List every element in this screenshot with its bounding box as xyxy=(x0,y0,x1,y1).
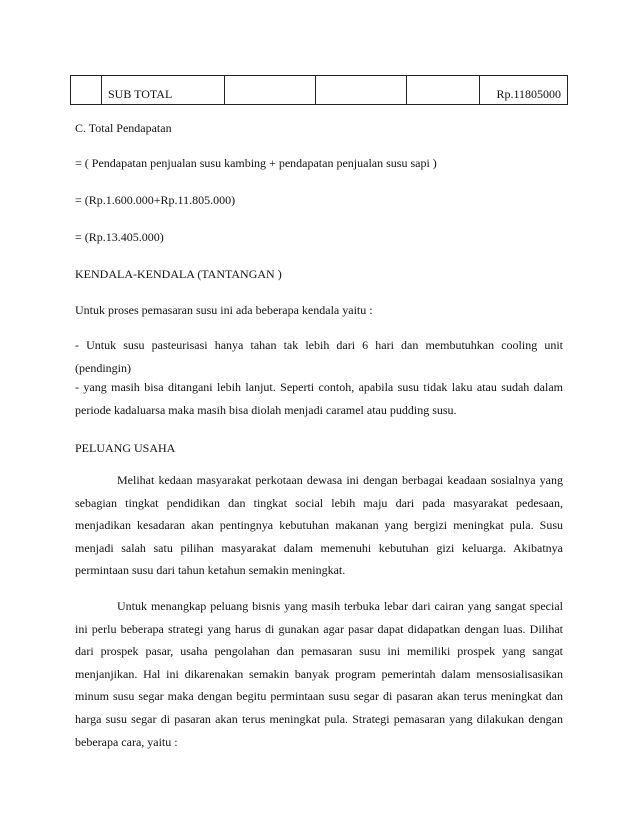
kendala-intro: Untuk proses pemasaran susu ini ada beberapa kendala yaitu : xyxy=(75,303,373,317)
table-cell-empty xyxy=(225,76,316,105)
table-cell-empty xyxy=(407,76,480,105)
peluang-paragraph-2: Untuk menangkap peluang bisnis yang masih terbuka lebar dari cairan yang sangat special ini perlu beberapa strategi yang harus di gunakan agar pasar dapat didapatkan dengan luas. Dilihat dari prospek pasar, usaha pengolahan dan pemasaran susu ini memiliki prospek yang sangat menjanjikan. Hal ini dikarenakan semakin banyak program pemerintah dalam mensosialisasikan minum susu segar maka dengan begitu permintaan susu segar di pasaran akan terus meningkat dan harga susu segar di pasaran akan terus meningkat pula. Strategi pemasaran yang dilakukan dengan beberapa cara, yaitu : xyxy=(75,599,563,749)
peluang-heading: PELUANG USAHA xyxy=(75,441,176,455)
kendala-point-2: - yang masih bisa ditangani lebih lanjut. Seperti contoh, apabila susu tidak laku atau sudah dalam periode kadaluarsa maka masih bisa diolah menjadi caramel atau pudding susu. xyxy=(75,380,563,417)
kendala-point-1: - Untuk susu pasteurisasi hanya tahan tak lebih dari 6 hari dan membutuhkan cooling unit (pendingin) xyxy=(75,338,563,375)
income-formula: = ( Pendapatan penjualan susu kambing + pendapatan penjualan susu sapi ) xyxy=(75,156,437,170)
table-row xyxy=(71,76,568,105)
section-c-heading: C. Total Pendapatan xyxy=(75,121,172,135)
subtotal-label-cell: SUB TOTAL xyxy=(102,76,225,105)
peluang-paragraph-1: Melihat kedaan masyarakat perkotaan dewasa ini dengan berbagai keadaan sosialnya yang sebagian tingkat pendidikan dan tingkat social lebih maju dari pada masyarakat pedesaan, menjadikan kesadaran akan pentingnya kebutuhan makanan yang bergizi meningkat pula. Susu menjadi salah satu pilihan masyarakat dalam memenuhi kebutuhan gizi keluarga. Akibatnya permintaan susu dari tahun ketahun semakin meningkat. xyxy=(75,473,563,578)
subtotal-value-cell: Rp.11805000 xyxy=(480,76,568,105)
income-calculation: = (Rp.1.600.000+Rp.11.805.000) xyxy=(75,193,236,207)
table-cell-empty xyxy=(316,76,407,105)
kendala-heading: KENDALA-KENDALA (TANTANGAN ) xyxy=(75,267,282,281)
subtotal-table xyxy=(70,75,568,105)
income-result: = (Rp.13.405.000) xyxy=(75,230,164,244)
table-cell-empty xyxy=(71,76,102,105)
